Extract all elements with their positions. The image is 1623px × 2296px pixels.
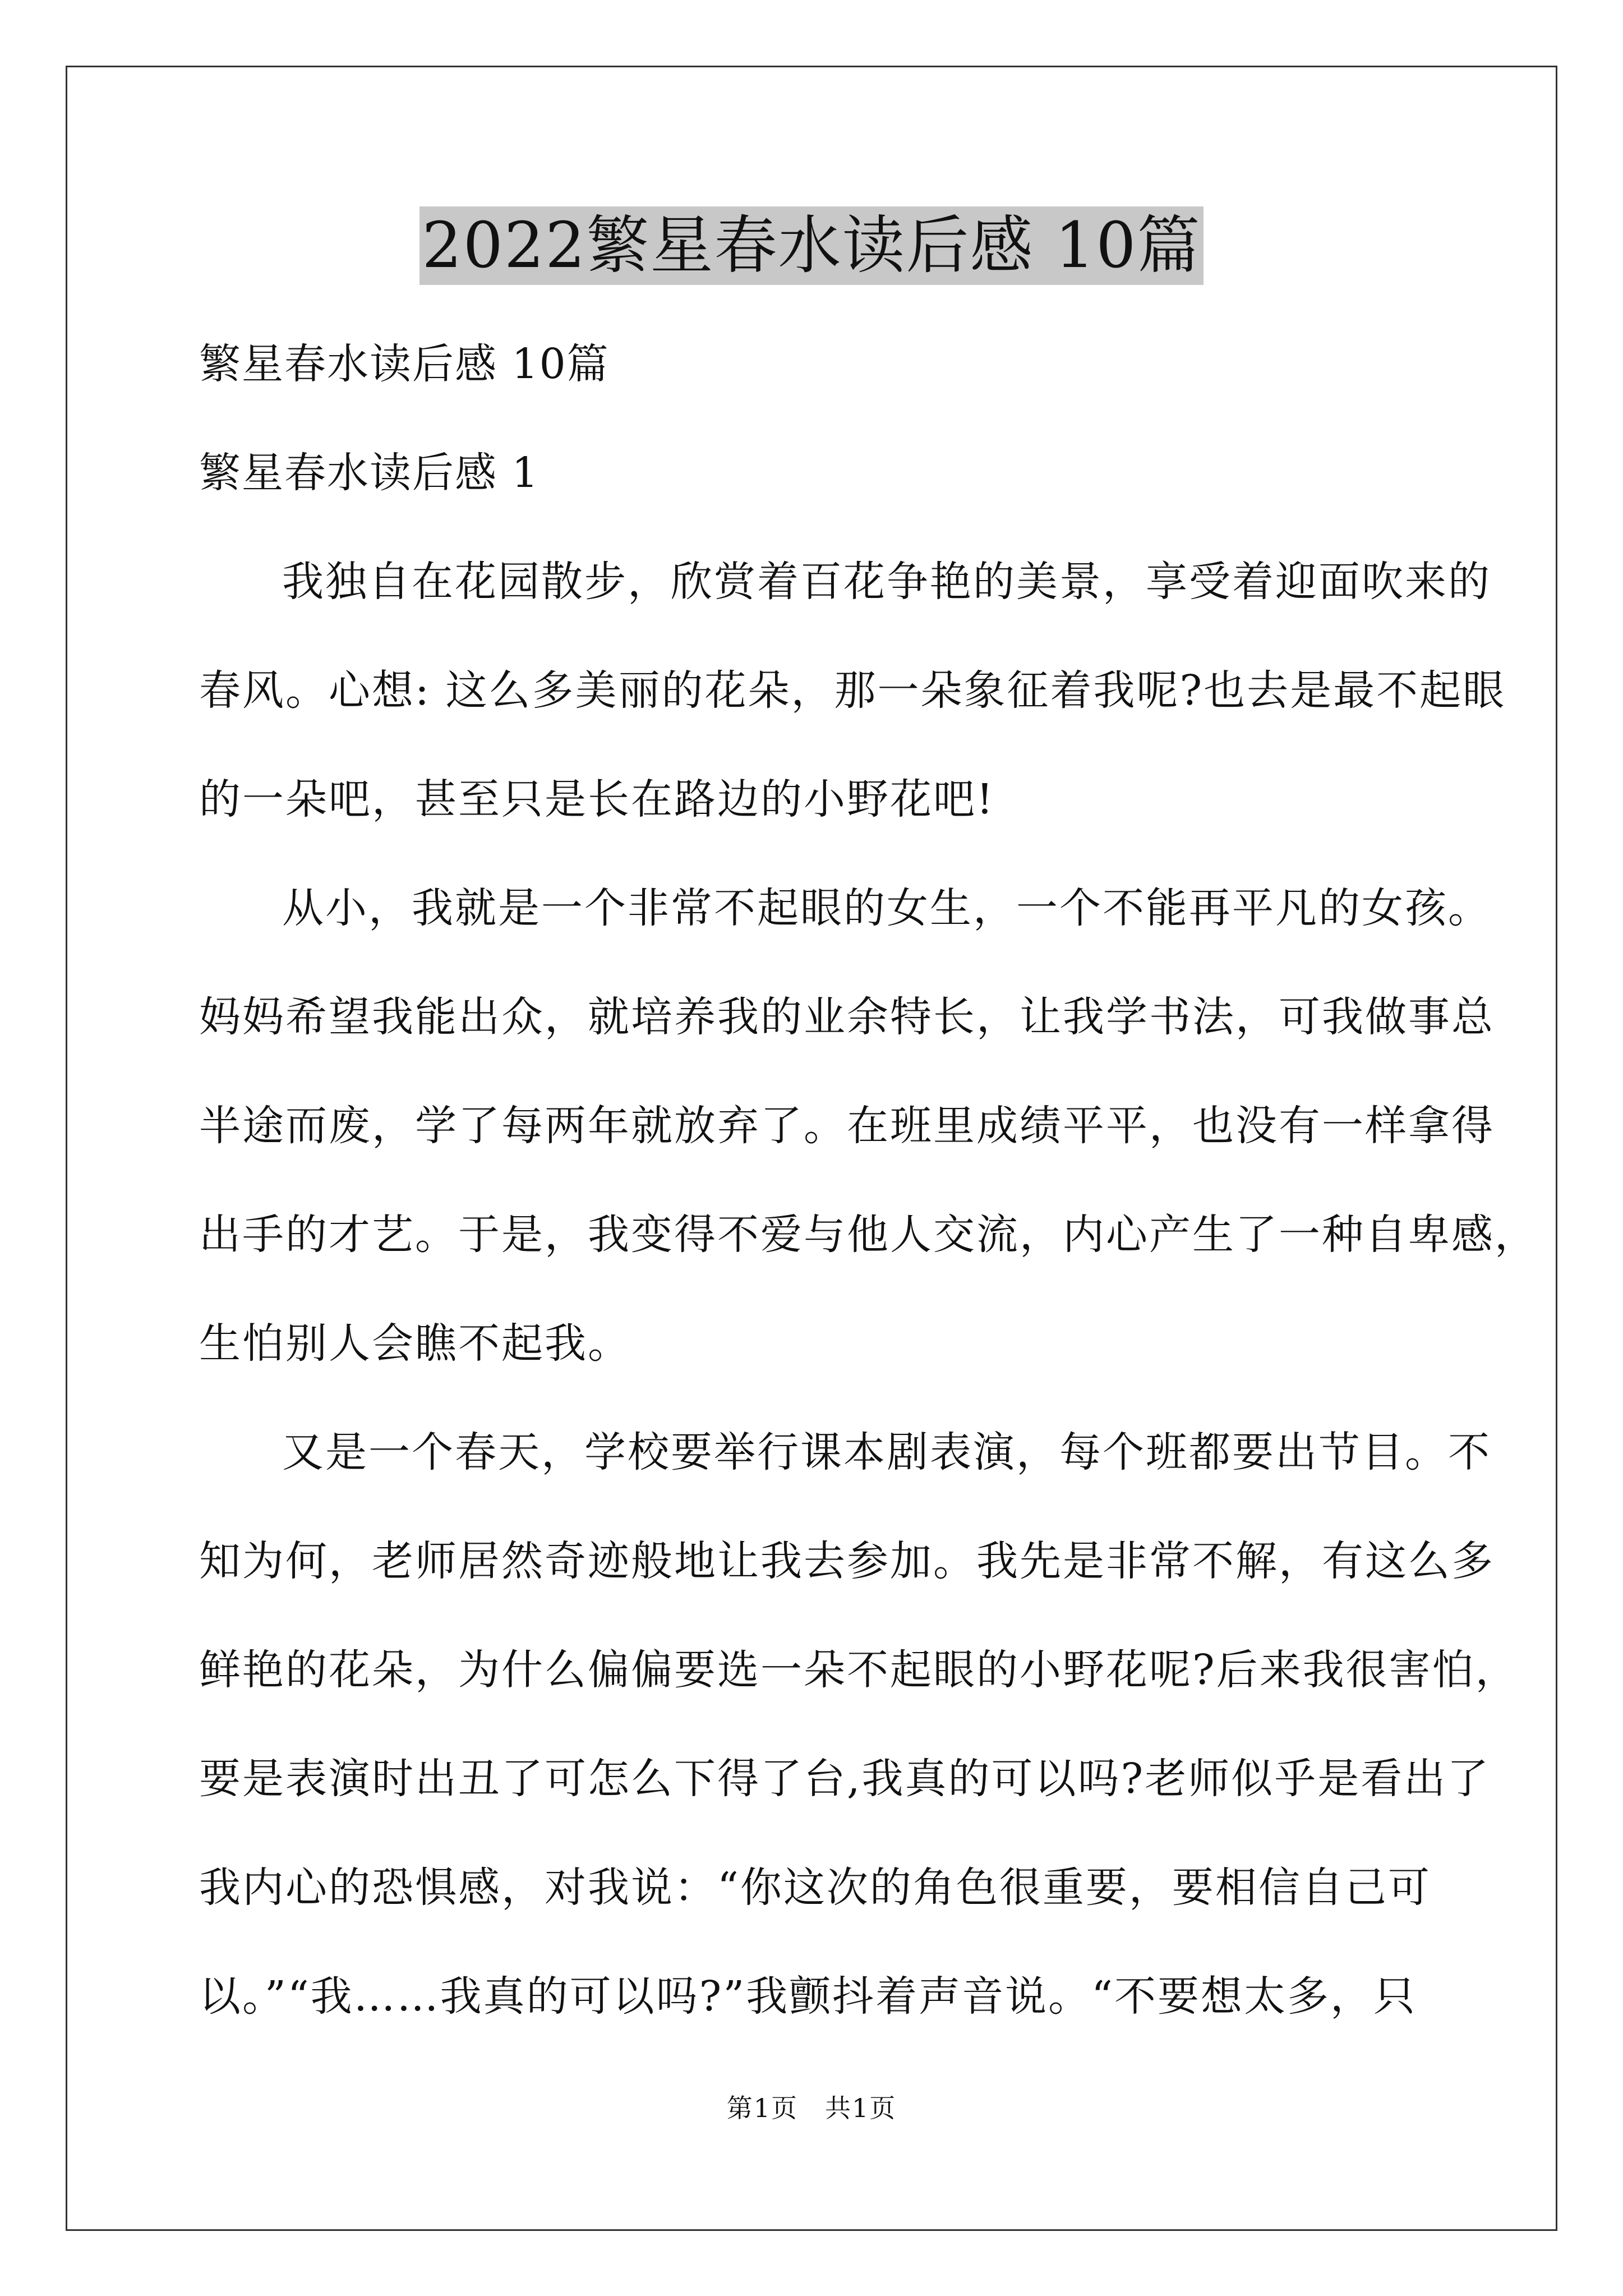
paragraph-line: 从小，我就是一个非常不起眼的女生，一个不能再平凡的女孩。 — [282, 884, 1491, 932]
paragraph-line: 知为何，老师居然奇迹般地让我去参加。我先是非常不解，有这么多 — [199, 1537, 1495, 1585]
paragraph-line: 我内心的恐惧感，对我说：“你这次的角色很重要，要相信自己可 — [199, 1864, 1431, 1912]
paragraph-line: 的一朵吧，甚至只是长在路边的小野花吧! — [199, 775, 995, 823]
paragraph-line: 春风。心想: 这么多美丽的花朵，那一朵象征着我呢?也去是最不起眼 — [199, 666, 1506, 715]
paragraph-line: 生怕别人会瞧不起我。 — [199, 1319, 631, 1368]
paragraph-line: 半途而废，学了每两年就放弃了。在班里成绩平平，也没有一样拿得 — [199, 1102, 1495, 1150]
paragraph-line: 鲜艳的花朵，为什么偏偏要选一朵不起眼的小野花呢?后来我很害怕， — [199, 1646, 1519, 1694]
section-heading: 繁星春水读后感 1 — [199, 449, 540, 497]
page-footer: 第1页 共1页 — [726, 2093, 897, 2123]
title-container — [0, 206, 1623, 285]
document-subtitle: 繁星春水读后感 10篇 — [199, 340, 610, 388]
paragraph-line: 又是一个春天，学校要举行课本剧表演，每个班都要出节目。不 — [282, 1428, 1491, 1476]
paragraph-line: 以。”“我……我真的可以吗?”我颤抖着声音说。“不要想太多，只 — [199, 1972, 1417, 2021]
paragraph-line: 要是表演时出丑了可怎么下得了台,我真的可以吗?老师似乎是看出了 — [199, 1755, 1491, 1803]
document-body — [199, 310, 1538, 2051]
document-title: 2022繁星春水读后感 10篇 — [419, 206, 1203, 285]
paragraph-line: 我独自在花园散步，欣赏着百花争艳的美景，享受着迎面吹来的 — [282, 558, 1491, 606]
paragraph-line: 出手的才艺。于是，我变得不爱与他人交流，内心产生了一种自卑感， — [199, 1211, 1538, 1259]
paragraph-line: 妈妈希望我能出众，就培养我的业余特长，让我学书法，可我做事总 — [199, 993, 1495, 1041]
